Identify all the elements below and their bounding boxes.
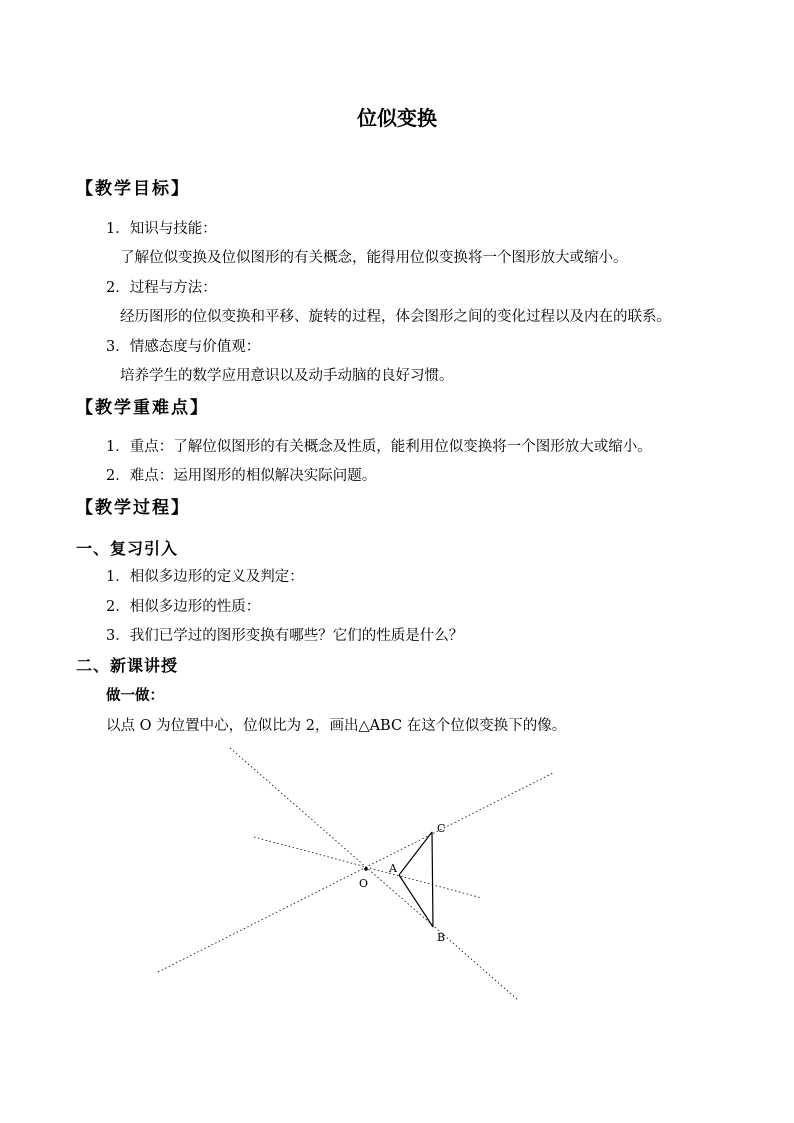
review-item-2: 2．相似多边形的性质：	[106, 599, 261, 615]
objective-2-text: 经历图形的位似变换和平移、旋转的过程，体会图形之间的变化过程以及内在的联系。	[120, 309, 671, 325]
objective-2-label: 2．过程与方法：	[106, 280, 217, 296]
triangle-side-ab	[399, 875, 433, 927]
new-lesson-heading: 二、新课讲授	[76, 656, 179, 675]
triangle-side-bc	[432, 832, 433, 927]
objective-3-text: 培养学生的数学应用意识以及动手动脑的良好习惯。	[120, 368, 454, 384]
label-c: C	[437, 822, 446, 835]
review-item-1: 1．相似多边形的定义及判定：	[106, 569, 304, 585]
key-point-1: 1．重点：了解位似图形的有关概念及性质，能利用位似变换将一个图形放大或缩小。	[106, 439, 652, 455]
objective-1-label: 1．知识与技能：	[106, 221, 217, 237]
ray-ob-line	[230, 748, 518, 1000]
key-points-heading: 【教学重难点】	[76, 398, 209, 418]
key-point-2: 2．难点：运用图形的相似解决实际问题。	[106, 468, 377, 484]
label-a: A	[389, 862, 397, 875]
label-b: B	[437, 931, 446, 944]
activity-text: 以点 O 为位置中心，位似比为 2，画出△ABC 在这个位似变换下的像。	[106, 718, 567, 734]
ray-oc-line	[158, 773, 553, 972]
label-o: O	[359, 877, 369, 890]
page-title: 位似变换	[357, 106, 437, 130]
process-heading: 【教学过程】	[76, 498, 190, 518]
objectives-heading: 【教学目标】	[76, 179, 190, 199]
triangle-side-ac	[399, 832, 432, 875]
objective-1-text: 了解位似变换及位似图形的有关概念，能得用位似变换将一个图形放大或缩小。	[120, 250, 628, 266]
activity-title: 做一做：	[106, 687, 164, 704]
center-point-o	[364, 867, 368, 871]
homothety-figure	[150, 745, 560, 1005]
review-heading: 一、复习引入	[76, 539, 179, 558]
objective-3-label: 3．情感态度与价值观：	[106, 339, 261, 355]
review-item-3: 3．我们已学过的图形变换有哪些？它们的性质是什么？	[106, 628, 464, 644]
